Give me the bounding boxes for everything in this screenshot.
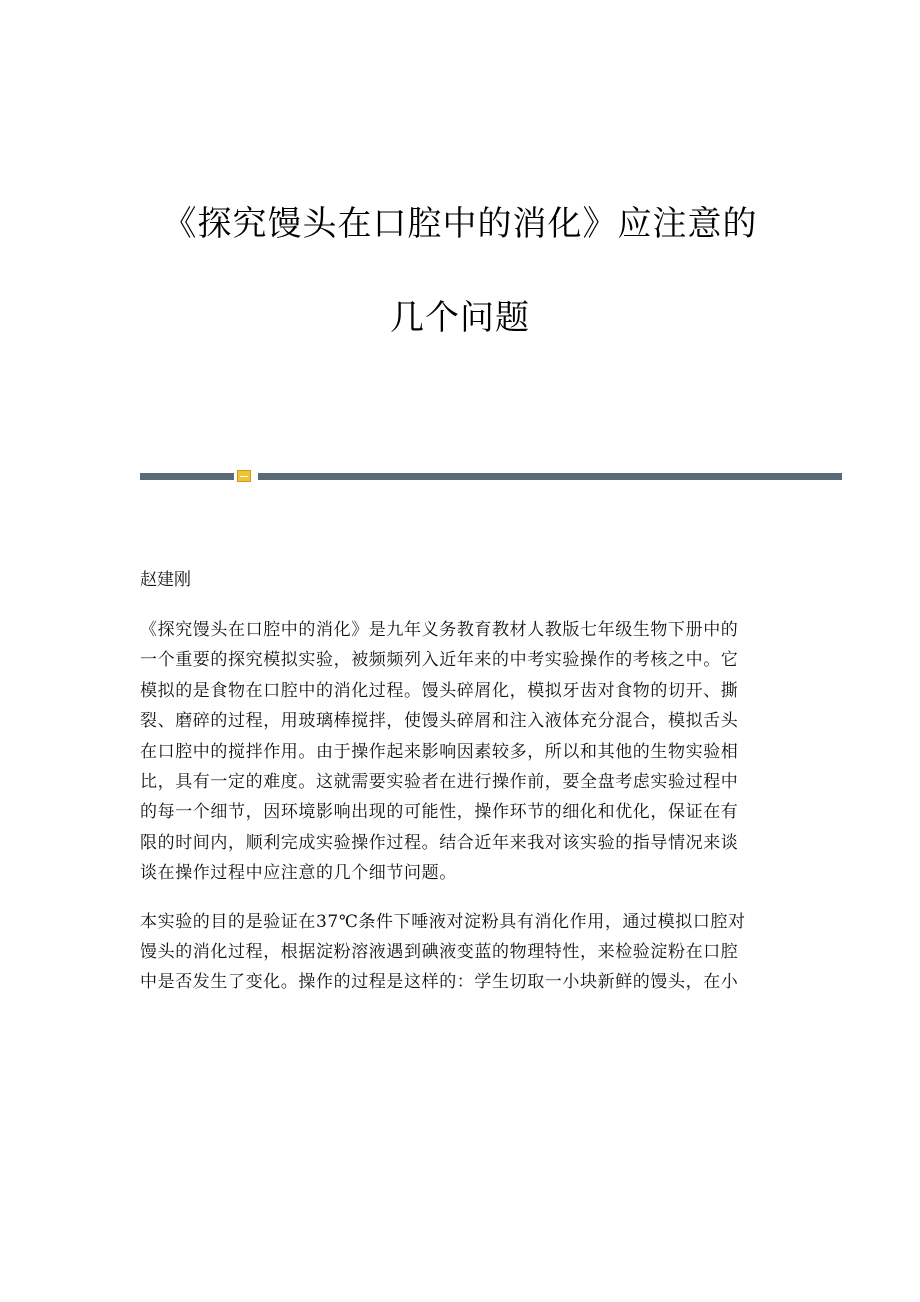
paragraph-line: 模拟的是食物在口腔中的消化过程。馒头碎屑化，模拟牙齿对食物的切开、撕: [140, 680, 739, 701]
divider-bar-right: [258, 473, 842, 480]
title-line-2: 几个问题: [390, 298, 530, 338]
title-line-1: 《探究馒头在口腔中的消化》应注意的: [162, 204, 758, 244]
paragraph-line: 的每一个细节，因环境影响出现的可能性，操作环节的细化和优化，保证在有: [140, 802, 739, 823]
divider-bar-left: [140, 473, 234, 480]
paragraph-line: 在口腔中的搅拌作用。由于操作起来影响因素较多，所以和其他的生物实验相: [140, 741, 739, 762]
paragraph-line: 比，具有一定的难度。这就需要实验者在进行操作前，要全盘考虑实验过程中: [140, 772, 739, 793]
paragraph-line: 馒头的消化过程，根据淀粉溶液遇到碘液变蓝的物理特性，来检验淀粉在口腔: [140, 942, 739, 963]
paragraph-line: 限的时间内，顺利完成实验操作过程。结合近年来我对该实验的指导情况来谈: [140, 832, 739, 853]
author-name: 赵建刚: [140, 570, 191, 590]
paragraph-line: 《探究馒头在口腔中的消化》是九年义务教育教材人教版七年级生物下册中的: [140, 620, 739, 640]
paragraph-2: [140, 907, 772, 998]
document-title: [0, 200, 920, 342]
paragraph-line: 中是否发生了变化。操作的过程是这样的：学生切取一小块新鲜的馒头，在小: [140, 972, 739, 993]
paragraph-line: 一个重要的探究模拟实验，被频频列入近年来的中考实验操作的考核之中。它: [140, 650, 739, 671]
paragraph-line: 本实验的目的是验证在37℃条件下唾液对淀粉具有消化作用，通过模拟口腔对: [140, 911, 746, 932]
title-divider: [140, 470, 842, 484]
paragraph-line: 谈在操作过程中应注意的几个细节问题。: [140, 863, 457, 884]
paragraph-1: [140, 615, 772, 889]
paragraph-line: 裂、磨碎的过程，用玻璃棒搅拌，使馒头碎屑和注入液体充分混合，模拟舌头: [140, 711, 739, 732]
divider-ornament-icon: [237, 470, 251, 482]
article-body: [140, 565, 772, 1016]
